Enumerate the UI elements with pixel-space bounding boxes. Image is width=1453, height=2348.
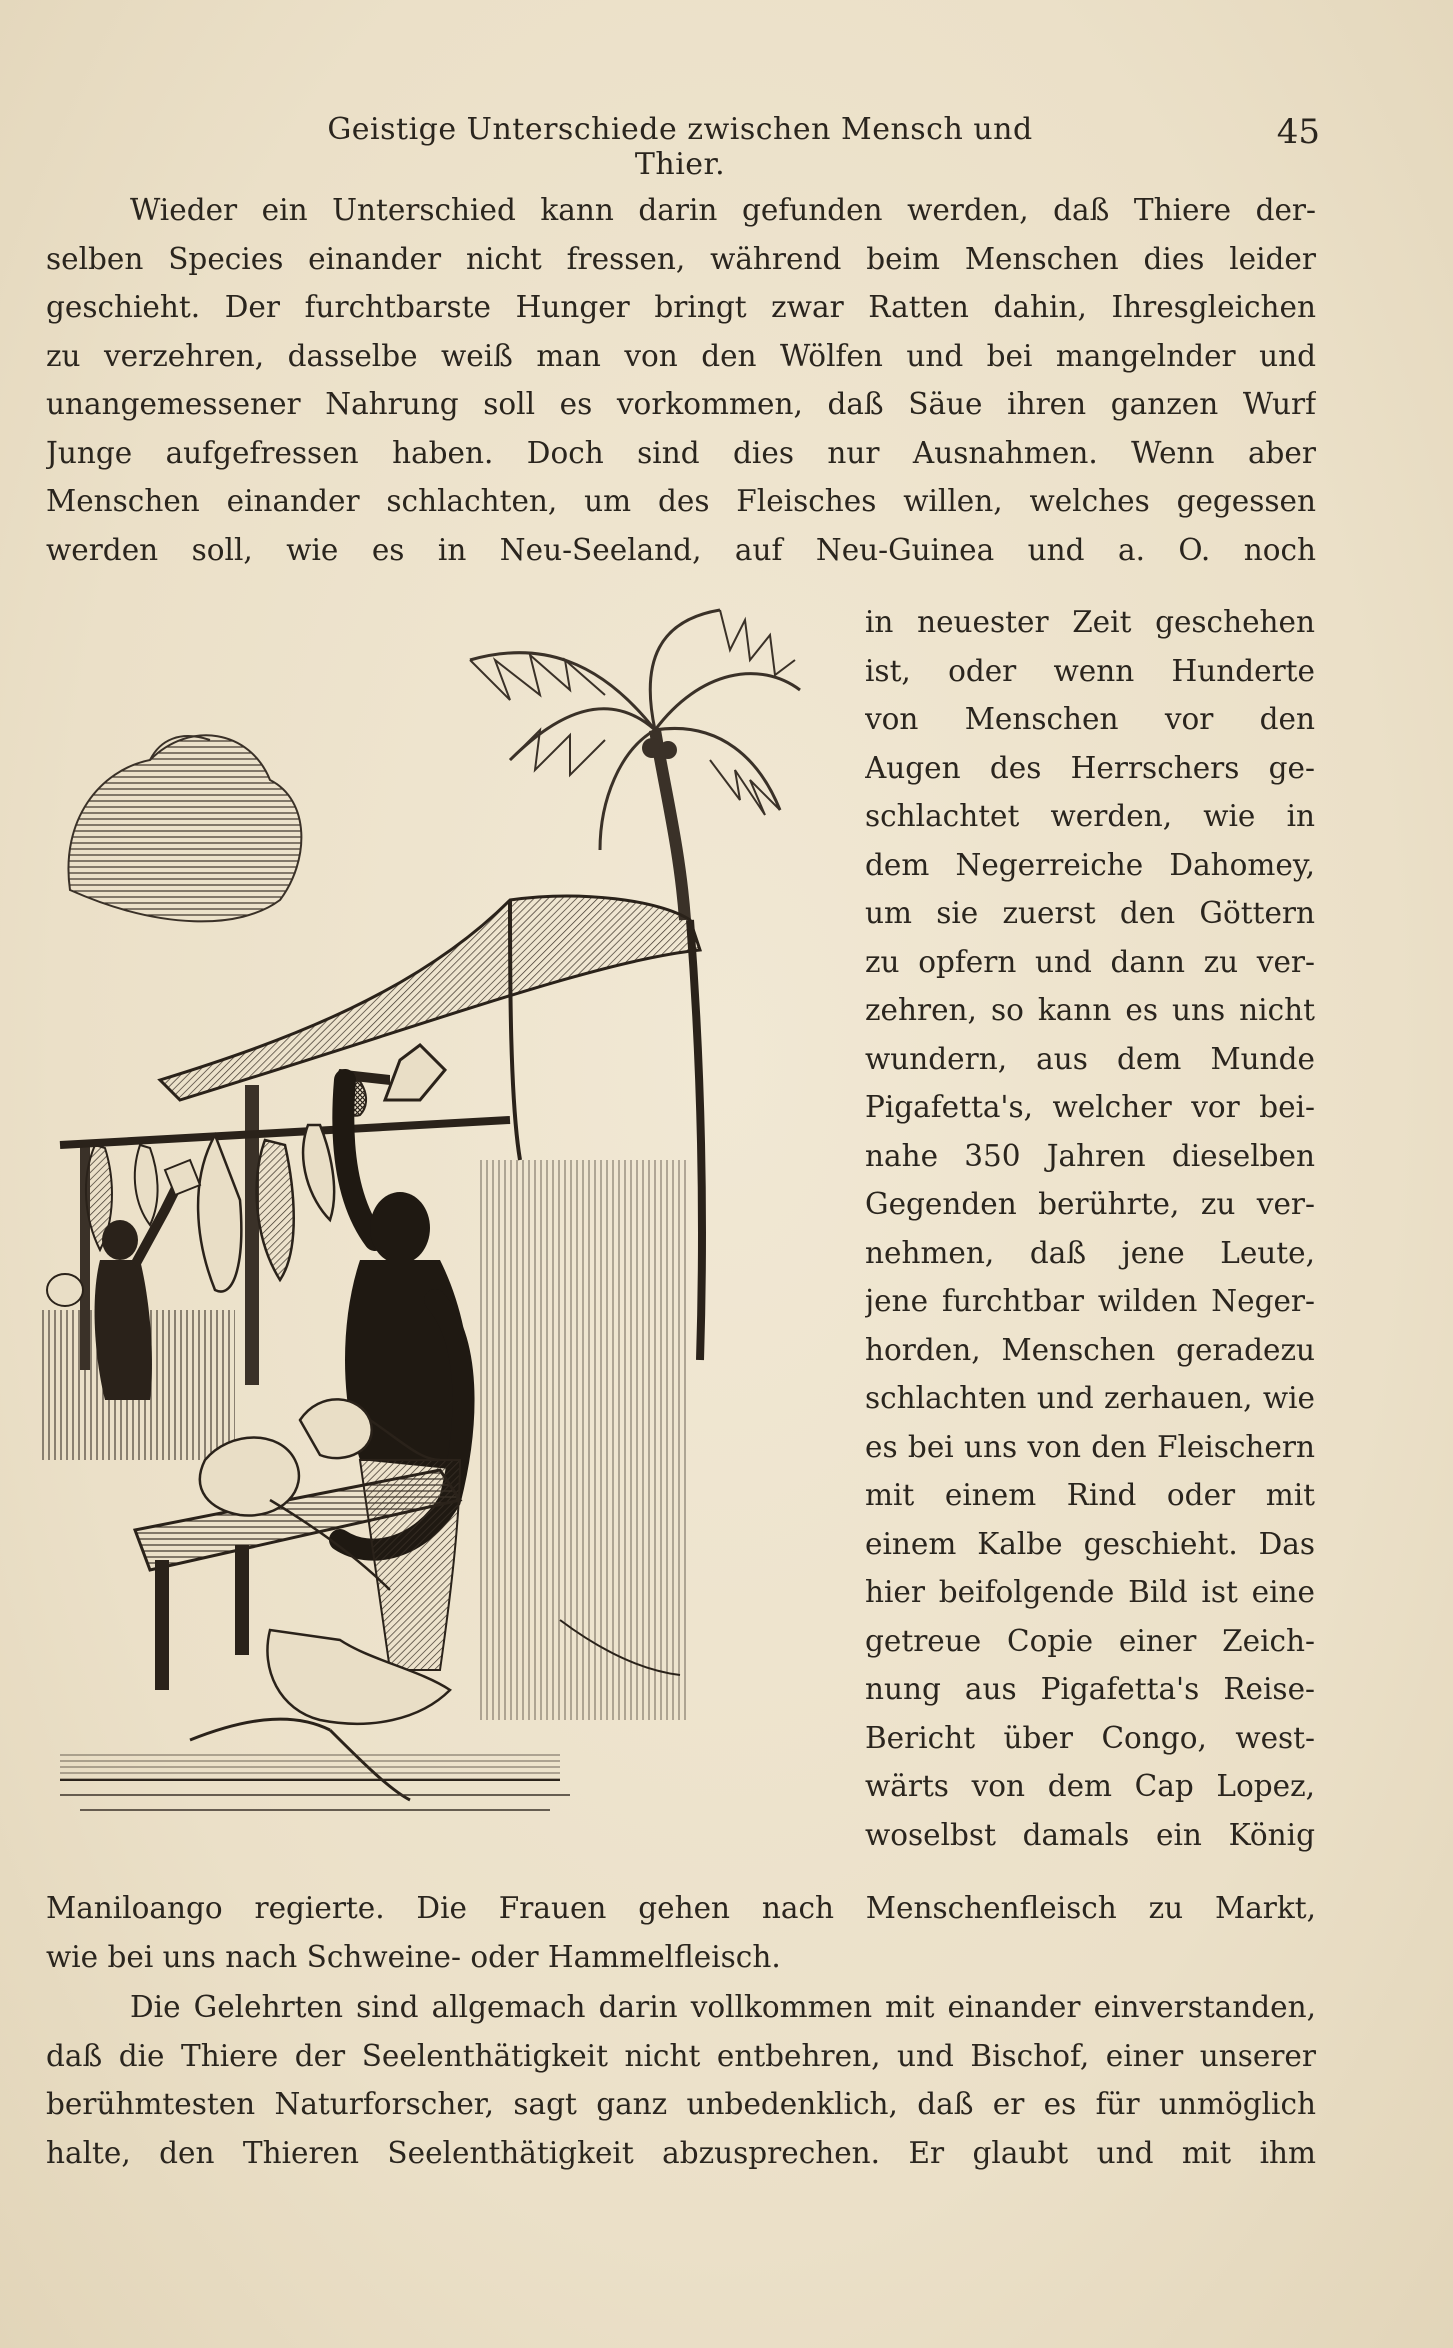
running-head-title: Geistige Unterschiede zwischen Mensch und Thier.: [327, 112, 1033, 182]
text-line: Bericht über Congo, west-: [865, 1720, 1315, 1755]
text-line: woselbst damals ein König: [865, 1817, 1315, 1852]
main-butcher: [340, 1045, 470, 1670]
engraving-svg: [40, 600, 835, 1835]
text-line: geschieht. Der furchtbarste Hunger bringt zwar Ratten dahin, Ihresgleichen: [46, 290, 1316, 324]
text-line: schlachtet werden, wie in: [865, 799, 1315, 833]
text-line: Menschen einander schlachten, um des Fleisches willen, welches gegessen: [46, 484, 1316, 518]
palm-tree: [470, 610, 800, 920]
text-line: nehmen, daß jene Leute,: [865, 1235, 1315, 1270]
text-line: Wieder ein Unterschied kann darin gefunden werden, daß Thiere der-: [130, 193, 1316, 227]
text-line: halte, den Thieren Seelenthätigkeit abzusprechen. Er glaubt und mit ihm: [46, 2135, 1316, 2170]
hanging-meat: [86, 1070, 366, 1292]
text-line: von Menschen vor den: [865, 702, 1315, 736]
page-number: 45: [1276, 112, 1320, 152]
text-line: wie bei uns nach Schweine- oder Hammelfleisch.: [46, 1939, 781, 1974]
paragraph-1-side: [865, 598, 1315, 1859]
text-line: berühmtesten Naturforscher, sagt ganz unbedenklich, daß er es für unmöglich: [46, 2087, 1316, 2121]
text-line: nung aus Pigafetta's Reise-: [865, 1672, 1315, 1706]
paragraph-1-bottom: [46, 1884, 1316, 1981]
text-line: daß die Thiere der Seelenthätigkeit nicht entbehren, und Bischof, einer unserer: [46, 2038, 1316, 2073]
text-line: in neuester Zeit geschehen: [865, 605, 1315, 639]
text-line: Pigafetta's, welcher vor bei-: [865, 1090, 1315, 1124]
text-line: um sie zuerst den Göttern: [865, 896, 1315, 930]
text-line: hier beifolgende Bild ist eine: [865, 1575, 1315, 1609]
text-line: jene furchtbar wilden Neger-: [865, 1284, 1315, 1318]
text-line: getreue Copie einer Zeich-: [865, 1623, 1315, 1658]
text-line: wärts von dem Cap Lopez,: [865, 1769, 1315, 1803]
text-line: schlachten und zerhauen, wie: [865, 1381, 1315, 1415]
text-line: ist, oder wenn Hunderte: [865, 653, 1315, 688]
text-line: wundern, aus dem Munde: [865, 1041, 1315, 1076]
paragraph-2: [46, 1983, 1316, 2177]
text-line: werden soll, wie es in Neu-Seeland, auf Neu-Guinea und a. O. noch: [46, 532, 1316, 567]
text-line: selben Species einander nicht fressen, während beim Menschen dies leider: [46, 241, 1316, 276]
paragraph-1-top: [46, 186, 1316, 574]
text-line: nahe 350 Jahren dieselben: [865, 1138, 1315, 1173]
text-line: einem Kalbe geschieht. Das: [865, 1526, 1315, 1561]
text-line: Gegenden berührte, zu ver-: [865, 1187, 1315, 1221]
text-line: dem Negerreiche Dahomey,: [865, 847, 1315, 882]
text-line: mit einem Rind oder mit: [865, 1478, 1315, 1512]
text-line: es bei uns von den Fleischern: [865, 1429, 1315, 1464]
text-line: Die Gelehrten sind allgemach darin vollkommen mit einander einverstanden,: [130, 1990, 1316, 2024]
text-line: unangemessener Nahrung soll es vorkommen, daß Säue ihren ganzen Wurf: [46, 387, 1316, 421]
running-head: [0, 112, 1453, 182]
text-line: Augen des Herrschers ge-: [865, 750, 1315, 785]
background-tree: [68, 735, 301, 921]
interior-shadow: [480, 1160, 690, 1720]
text-line: zu opfern und dann zu ver-: [865, 944, 1315, 979]
text-line: Maniloango regierte. Die Frauen gehen nach Menschenfleisch zu Markt,: [46, 1891, 1316, 1925]
engraving-illustration: [40, 600, 835, 1835]
text-line: horden, Menschen geradezu: [865, 1332, 1315, 1367]
text-line: zehren, so kann es uns nicht: [865, 993, 1315, 1027]
text-line: Junge aufgefressen haben. Doch sind dies nur Ausnahmen. Wenn aber: [46, 435, 1316, 470]
text-line: zu verzehren, dasselbe weiß man von den Wölfen und bei mangelnder und: [46, 338, 1316, 373]
